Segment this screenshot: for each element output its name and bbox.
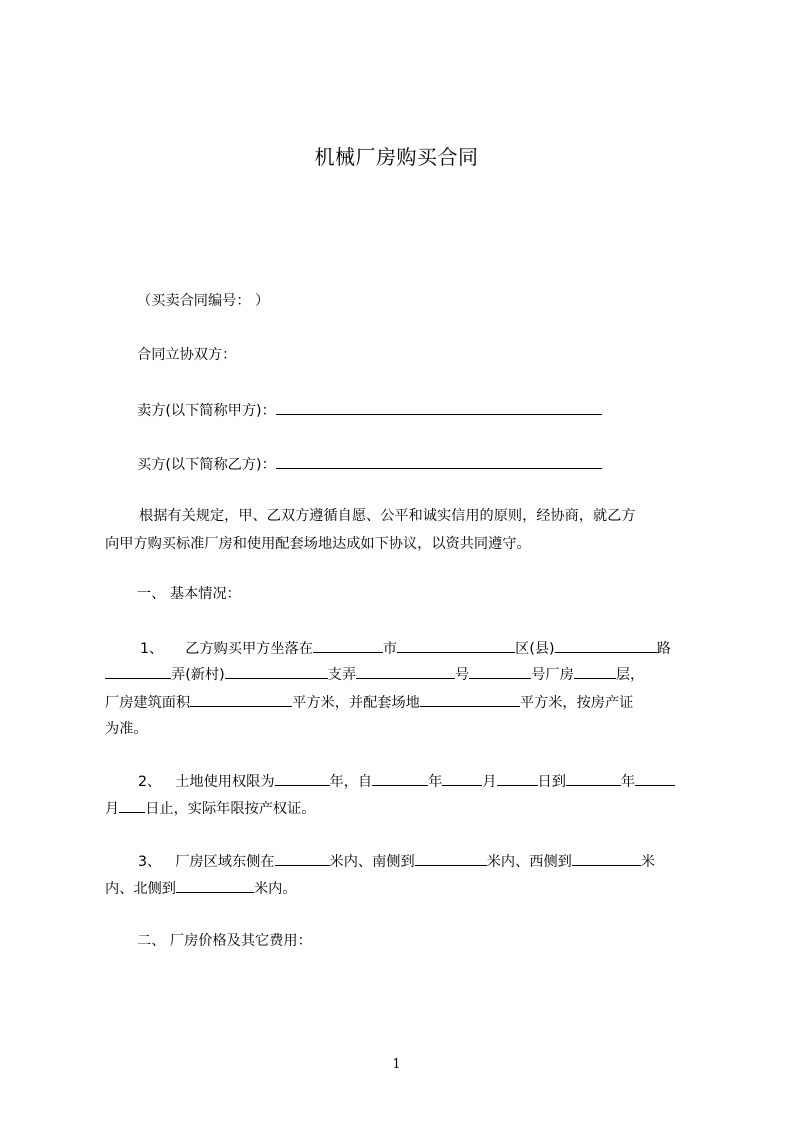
document-title: 机械厂房购买合同 [314,145,479,169]
lane-blank [105,664,171,679]
clause-3-text: 米内、南侧到 [329,854,415,870]
start-year-blank [372,771,428,786]
end-year-blank [566,771,621,786]
clause-1-text: 号 [455,667,470,683]
page-number: 1 [392,1057,401,1072]
clause-2-line-2 [105,798,315,819]
number-blank [356,664,455,679]
end-month-blank-1 [635,771,675,786]
clause-1-number: 1、 [140,641,164,657]
clause-2-number: 2、 [138,774,162,790]
clause-3-text: 米 [640,854,656,870]
floor-blank [574,664,616,679]
clause-1-line-3 [105,692,633,713]
clause-1-text: 号厂房 [531,667,574,683]
city-blank [313,638,383,653]
clause-1-text: 支弄 [327,667,357,683]
clause-2-text: 年 [428,774,443,790]
start-month-blank [442,771,482,786]
clause-2-line-1 [138,771,675,792]
clause-1-text: 层， [615,667,645,683]
preamble-line-1: 根据有关规定，甲、乙双方遵循自愿、公平和诚实信用的原则，经协商，就乙方 [139,508,636,524]
clause-1-text: 弄(新村) [171,667,225,683]
buyer-label: 买方(以下简称乙方)： [137,457,276,473]
clause-2-text: 年 [620,774,636,790]
clause-1-line-4: 为准。 [105,721,148,737]
seller-line [137,400,602,421]
district-blank [397,638,515,653]
clause-3-line-1 [138,851,655,872]
clause-2-text: 年，自 [329,774,373,790]
clause-1-text: 乙方购买甲方坐落在 [185,641,313,657]
clause-3-number: 3、 [138,854,162,870]
clause-1-text: 厂房建筑面积 [105,695,191,711]
site-area-blank [420,692,520,707]
buyer-name-blank [276,454,602,469]
end-day-blank [119,798,145,813]
buyer-line [137,454,602,475]
west-distance-blank [572,851,641,866]
clause-1-line-1 [140,638,671,659]
parties-heading: 合同立协双方： [137,347,237,363]
land-term-blank [275,771,330,786]
clause-1-text: 平方米，按房产证 [519,695,634,711]
road-blank [555,638,657,653]
preamble-line-2: 向甲方购买标准厂房和使用配套场地达成如下协议，以资共同遵守。 [105,536,531,552]
south-distance-blank [415,851,487,866]
east-distance-blank [275,851,330,866]
section-1-heading: 一、 基本情况： [137,586,241,602]
clause-3-text: 米内。 [253,881,297,897]
clause-3-text: 内、北侧到 [105,881,176,897]
north-distance-blank [176,878,254,893]
building-area-blank [190,692,292,707]
clause-3-text: 米内、西侧到 [486,854,572,870]
section-2-heading: 二、 厂房价格及其它费用： [137,933,312,949]
seller-label: 卖方(以下简称甲方)： [137,403,276,419]
clause-3-line-2 [105,878,297,899]
clause-1-text: 路 [656,641,671,657]
clause-2-text: 日止，实际年限按产权证。 [145,801,316,817]
building-number-blank [469,664,531,679]
clause-1-text: 市 [382,641,398,657]
clause-1-line-2 [105,664,644,685]
clause-1-text: 平方米，并配套场地 [292,695,420,711]
sub-lane-blank [225,664,328,679]
clause-2-text: 月 [482,774,497,790]
clause-2-text: 土地使用权限为 [175,774,275,790]
seller-name-blank [276,400,602,415]
clause-3-text: 厂房区域东侧在 [175,854,275,870]
clause-1-text: 区(县) [515,641,555,657]
contract-number: （买卖合同编号： ） [137,293,270,309]
clause-2-text: 日到 [537,774,566,790]
clause-2-text: 月 [105,801,120,817]
start-day-blank [497,771,538,786]
